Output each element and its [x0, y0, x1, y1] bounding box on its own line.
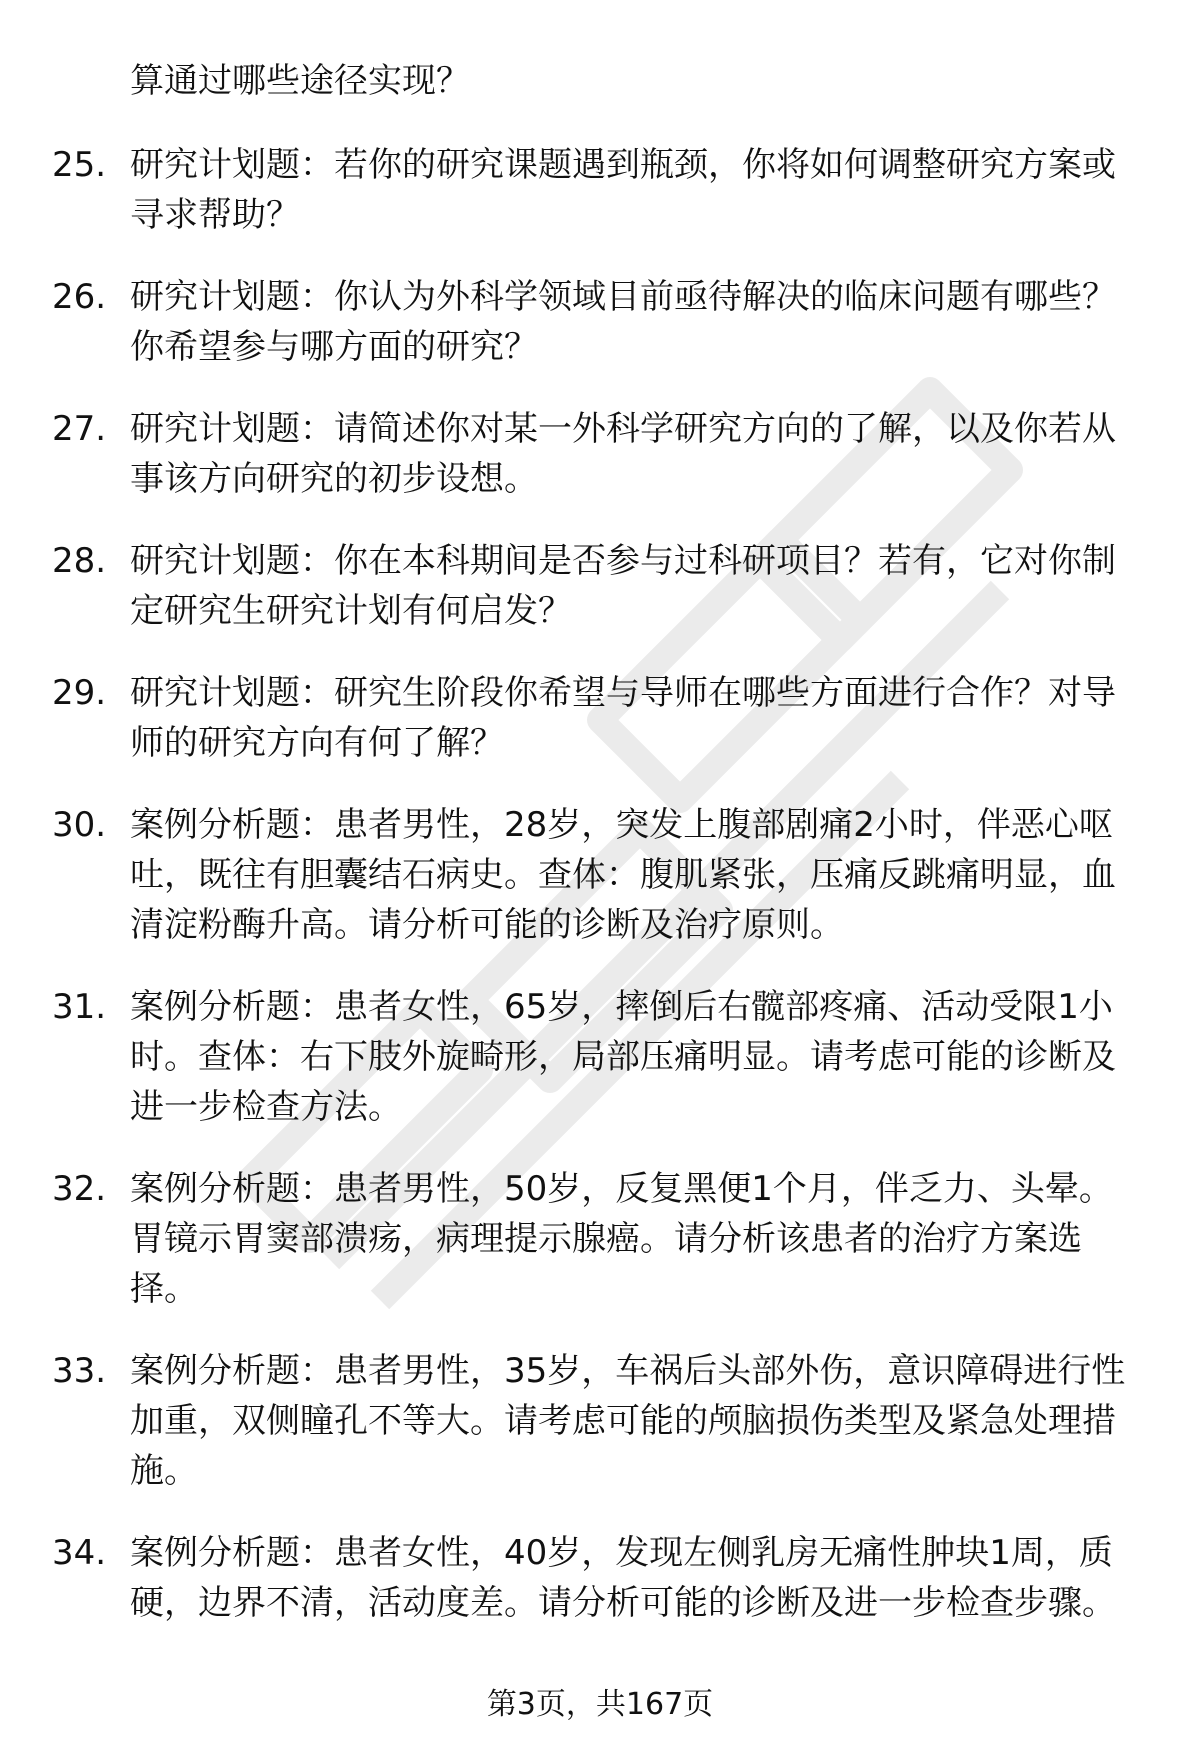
item-text: 研究计划题：你在本科期间是否参与过科研项目？若有，它对你制定研究生研究计划有何启发？	[130, 541, 1116, 631]
item-text: 案例分析题：患者男性，28岁，突发上腹部剧痛2小时，伴恶心呕吐，既往有胆囊结石病史。查体：腹肌紧张，压痛反跳痛明显，血清淀粉酶升高。请分析可能的诊断及治疗原则。	[130, 805, 1116, 945]
question-list	[0, 140, 1200, 1660]
list-item	[0, 536, 1200, 636]
item-number: 28.	[52, 541, 107, 581]
item-number: 29.	[52, 673, 107, 713]
item-text: 研究计划题：研究生阶段你希望与导师在哪些方面进行合作？对导师的研究方向有何了解？	[130, 673, 1116, 763]
item-text: 案例分析题：患者女性，65岁，摔倒后右髋部疼痛、活动受限1小时。查体：右下肢外旋畸形，局部压痛明显。请考虑可能的诊断及进一步检查方法。	[130, 987, 1116, 1127]
list-item	[0, 404, 1200, 504]
list-item	[0, 272, 1200, 372]
item-number: 27.	[52, 409, 107, 449]
list-item	[0, 140, 1200, 240]
page-number: 第3页，共167页	[486, 1687, 714, 1722]
list-item	[0, 668, 1200, 768]
item-number: 32.	[52, 1169, 107, 1209]
item-number: 34.	[52, 1533, 107, 1573]
item-text: 案例分析题：患者男性，50岁，反复黑便1个月，伴乏力、头晕。胃镜示胃窦部溃疡，病理提示腺癌。请分析该患者的治疗方案选择。	[130, 1169, 1113, 1309]
item-number: 33.	[52, 1351, 107, 1391]
list-item	[0, 1346, 1200, 1496]
list-item	[0, 1528, 1200, 1628]
item-number: 30.	[52, 805, 107, 845]
item-number: 31.	[52, 987, 107, 1027]
item-text: 案例分析题：患者男性，35岁，车祸后头部外伤，意识障碍进行性加重，双侧瞳孔不等大。请考虑可能的颅脑损伤类型及紧急处理措施。	[130, 1351, 1126, 1491]
item-number: 25.	[52, 145, 107, 185]
list-item	[0, 1164, 1200, 1314]
item-text: 研究计划题：请简述你对某一外科学研究方向的了解，以及你若从事该方向研究的初步设想。	[130, 409, 1116, 499]
continued-question-text: 算通过哪些途径实现？	[130, 61, 470, 101]
list-item	[0, 982, 1200, 1132]
item-number: 26.	[52, 277, 107, 317]
item-text: 研究计划题：你认为外科学领域目前亟待解决的临床问题有哪些？你希望参与哪方面的研究？	[130, 277, 1116, 367]
list-item	[0, 800, 1200, 950]
item-text: 案例分析题：患者女性，40岁，发现左侧乳房无痛性肿块1周，质硬，边界不清，活动度差。请分析可能的诊断及进一步检查步骤。	[130, 1533, 1116, 1623]
item-text: 研究计划题：若你的研究课题遇到瓶颈，你将如何调整研究方案或寻求帮助？	[130, 145, 1116, 235]
